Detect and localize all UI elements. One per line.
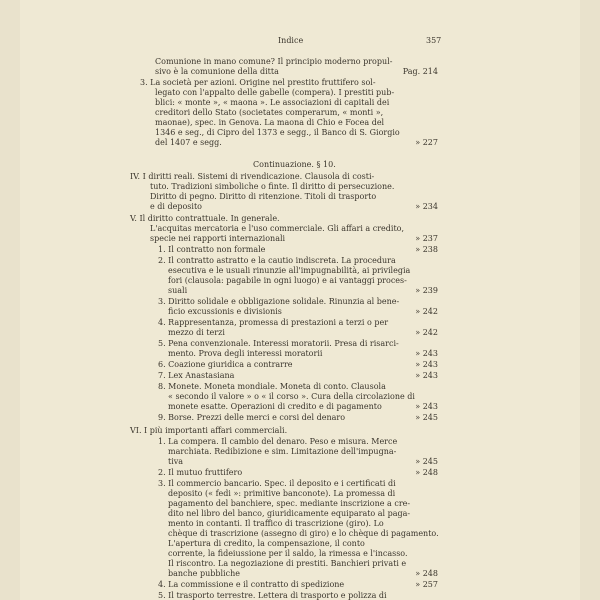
index-line: 2. Il contratto astratto e la cautio indiscreta. La procedura: [158, 256, 396, 265]
index-line: sivo è la comunione della ditta: [155, 67, 279, 76]
index-line: 1. La compera. Il cambio del denaro. Peso e misura. Merce: [158, 437, 398, 446]
page-reference: » 243: [415, 360, 438, 369]
index-line: 5. Il trasporto terrestre. Lettera di trasporto e polizza di: [158, 591, 387, 600]
index-line: marchiata. Redibizione e sim. Limitazione dell'impugna-: [168, 447, 397, 456]
page-reference: Pag. 214: [402, 67, 438, 76]
index-line: blici: « monte », « maona ». Le associazioni di capitali dei: [155, 98, 390, 107]
page-reference: » 248: [415, 468, 438, 477]
index-line: tuto. Tradizioni simboliche o finte. Il diritto di persecuzione.: [150, 182, 395, 191]
page-reference: » 257: [415, 580, 438, 589]
index-line: 1. Il contratto non formale: [158, 245, 266, 254]
index-line: 1346 e seg., di Cipro del 1373 e segg., il Banco di S. Giorgio: [155, 128, 400, 137]
book-page: [20, 0, 580, 600]
index-line: 8. Monete. Moneta mondiale. Moneta di conto. Clausola: [158, 382, 386, 391]
index-line: esecutiva e le usuali rinunzie all'impugnabilità, ai privilegia: [168, 266, 411, 275]
page-reference: » 243: [415, 349, 438, 358]
header-page-number: 357: [426, 36, 442, 45]
index-line: L'acquitas mercatoria e l'uso commerciale. Gli affari a credito,: [150, 224, 405, 233]
index-line: chèque di trascrizione (assegno di giro) e lo chèque di pagamento.: [168, 529, 439, 538]
index-line: 4. Rappresentanza, promessa di prestazioni a terzi o per: [158, 318, 389, 327]
index-line: 3. Diritto solidale e obbligazione solidale. Rinunzia al bene-: [158, 297, 400, 306]
index-line: corrente, la fideiussione per il saldo, la rimessa e l'incasso.: [168, 549, 408, 558]
index-line: fori (clausola: pagabile in ogni luogo) e ai vantaggi proces-: [168, 276, 407, 285]
header-title: Indice: [278, 36, 304, 45]
index-line: tiva: [168, 457, 184, 466]
page-reference: » 243: [415, 371, 438, 380]
index-line: banche pubbliche: [168, 569, 240, 578]
page-reference: » 234: [415, 202, 438, 211]
index-line: e di deposito: [150, 202, 202, 211]
page-reference: » 245: [415, 413, 438, 422]
index-line: VI. I più importanti affari commerciali.: [130, 426, 288, 435]
index-line: L'apertura di credito, la compensazione, il conto: [168, 539, 365, 548]
index-line: del 1407 e segg.: [155, 138, 222, 147]
index-line: pagamento del banchiere, spec. mediante inscrizione a cre-: [168, 499, 411, 508]
index-line: 9. Borse. Prezzi delle merci e corsi del denaro: [158, 413, 346, 422]
index-line: 3. Il commercio bancario. Spec. il deposito e i certificati di: [158, 479, 396, 488]
index-line: mento. Prova degli interessi moratorii: [168, 349, 323, 358]
index-line: deposito (« fedi »: primitive banconote). La promessa di: [168, 489, 396, 498]
index-line: IV. I diritti reali. Sistemi di rivendicazione. Clausola di costi-: [130, 172, 375, 181]
index-line: mento in contanti. Il traffico di trascrizione (giro). Lo: [168, 519, 384, 528]
index-line: Il riscontro. La negoziazione di prestiti. Banchieri privati e: [168, 559, 407, 568]
index-line: 5. Pena convenzionale. Interessi moratorii. Presa di risarci-: [158, 339, 399, 348]
index-line: specie nei rapporti internazionali: [150, 234, 286, 243]
index-line: creditori dello Stato (societates comperarum, « monti »,: [155, 108, 384, 117]
running-header: [20, 36, 580, 50]
index-line: 2. Il mutuo fruttifero: [158, 468, 243, 477]
page-reference: » 227: [415, 138, 438, 147]
index-line: « secondo il valore » o « il corso ». Cura della circolazione di: [168, 392, 415, 401]
index-line: Continuazione. § 10.: [253, 160, 336, 169]
page-reference: » 237: [415, 234, 438, 243]
index-line: Comunione in mano comune? Il principio moderno propul-: [155, 57, 393, 66]
page-reference: » 243: [415, 402, 438, 411]
index-line: ficio excussionis e divisionis: [168, 307, 282, 316]
index-line: Diritto di pegno. Diritto di ritenzione. Titoli di trasporto: [150, 192, 377, 201]
page-reference: » 248: [415, 569, 438, 578]
page-reference: » 245: [415, 457, 438, 466]
index-line: suali: [168, 286, 188, 295]
index-line: 3. La società per azioni. Origine nel prestito fruttifero sol-: [140, 78, 376, 87]
index-line: monete esatte. Operazioni di credito e di pagamento: [168, 402, 382, 411]
index-line: 6. Coazione giuridica a contrarre: [158, 360, 293, 369]
index-line: V. Il diritto contrattuale. In generale.: [130, 214, 280, 223]
index-line: legato con l'appalto delle gabelle (compera). I prestiti pub-: [155, 88, 395, 97]
index-line: 4. La commissione e il contratto di spedizione: [158, 580, 345, 589]
page-reference: » 239: [415, 286, 438, 295]
index-line: dito nel libro del banco, giuridicamente equiparato al paga-: [168, 509, 411, 518]
index-line: maonae), spec. in Genova. La maona di Chio e Focea del: [155, 118, 385, 127]
page-reference: » 242: [415, 328, 438, 337]
page-reference: » 242: [415, 307, 438, 316]
page-reference: » 238: [415, 245, 438, 254]
index-line: 7. Lex Anastasiana: [158, 371, 235, 380]
index-line: mezzo di terzi: [168, 328, 225, 337]
